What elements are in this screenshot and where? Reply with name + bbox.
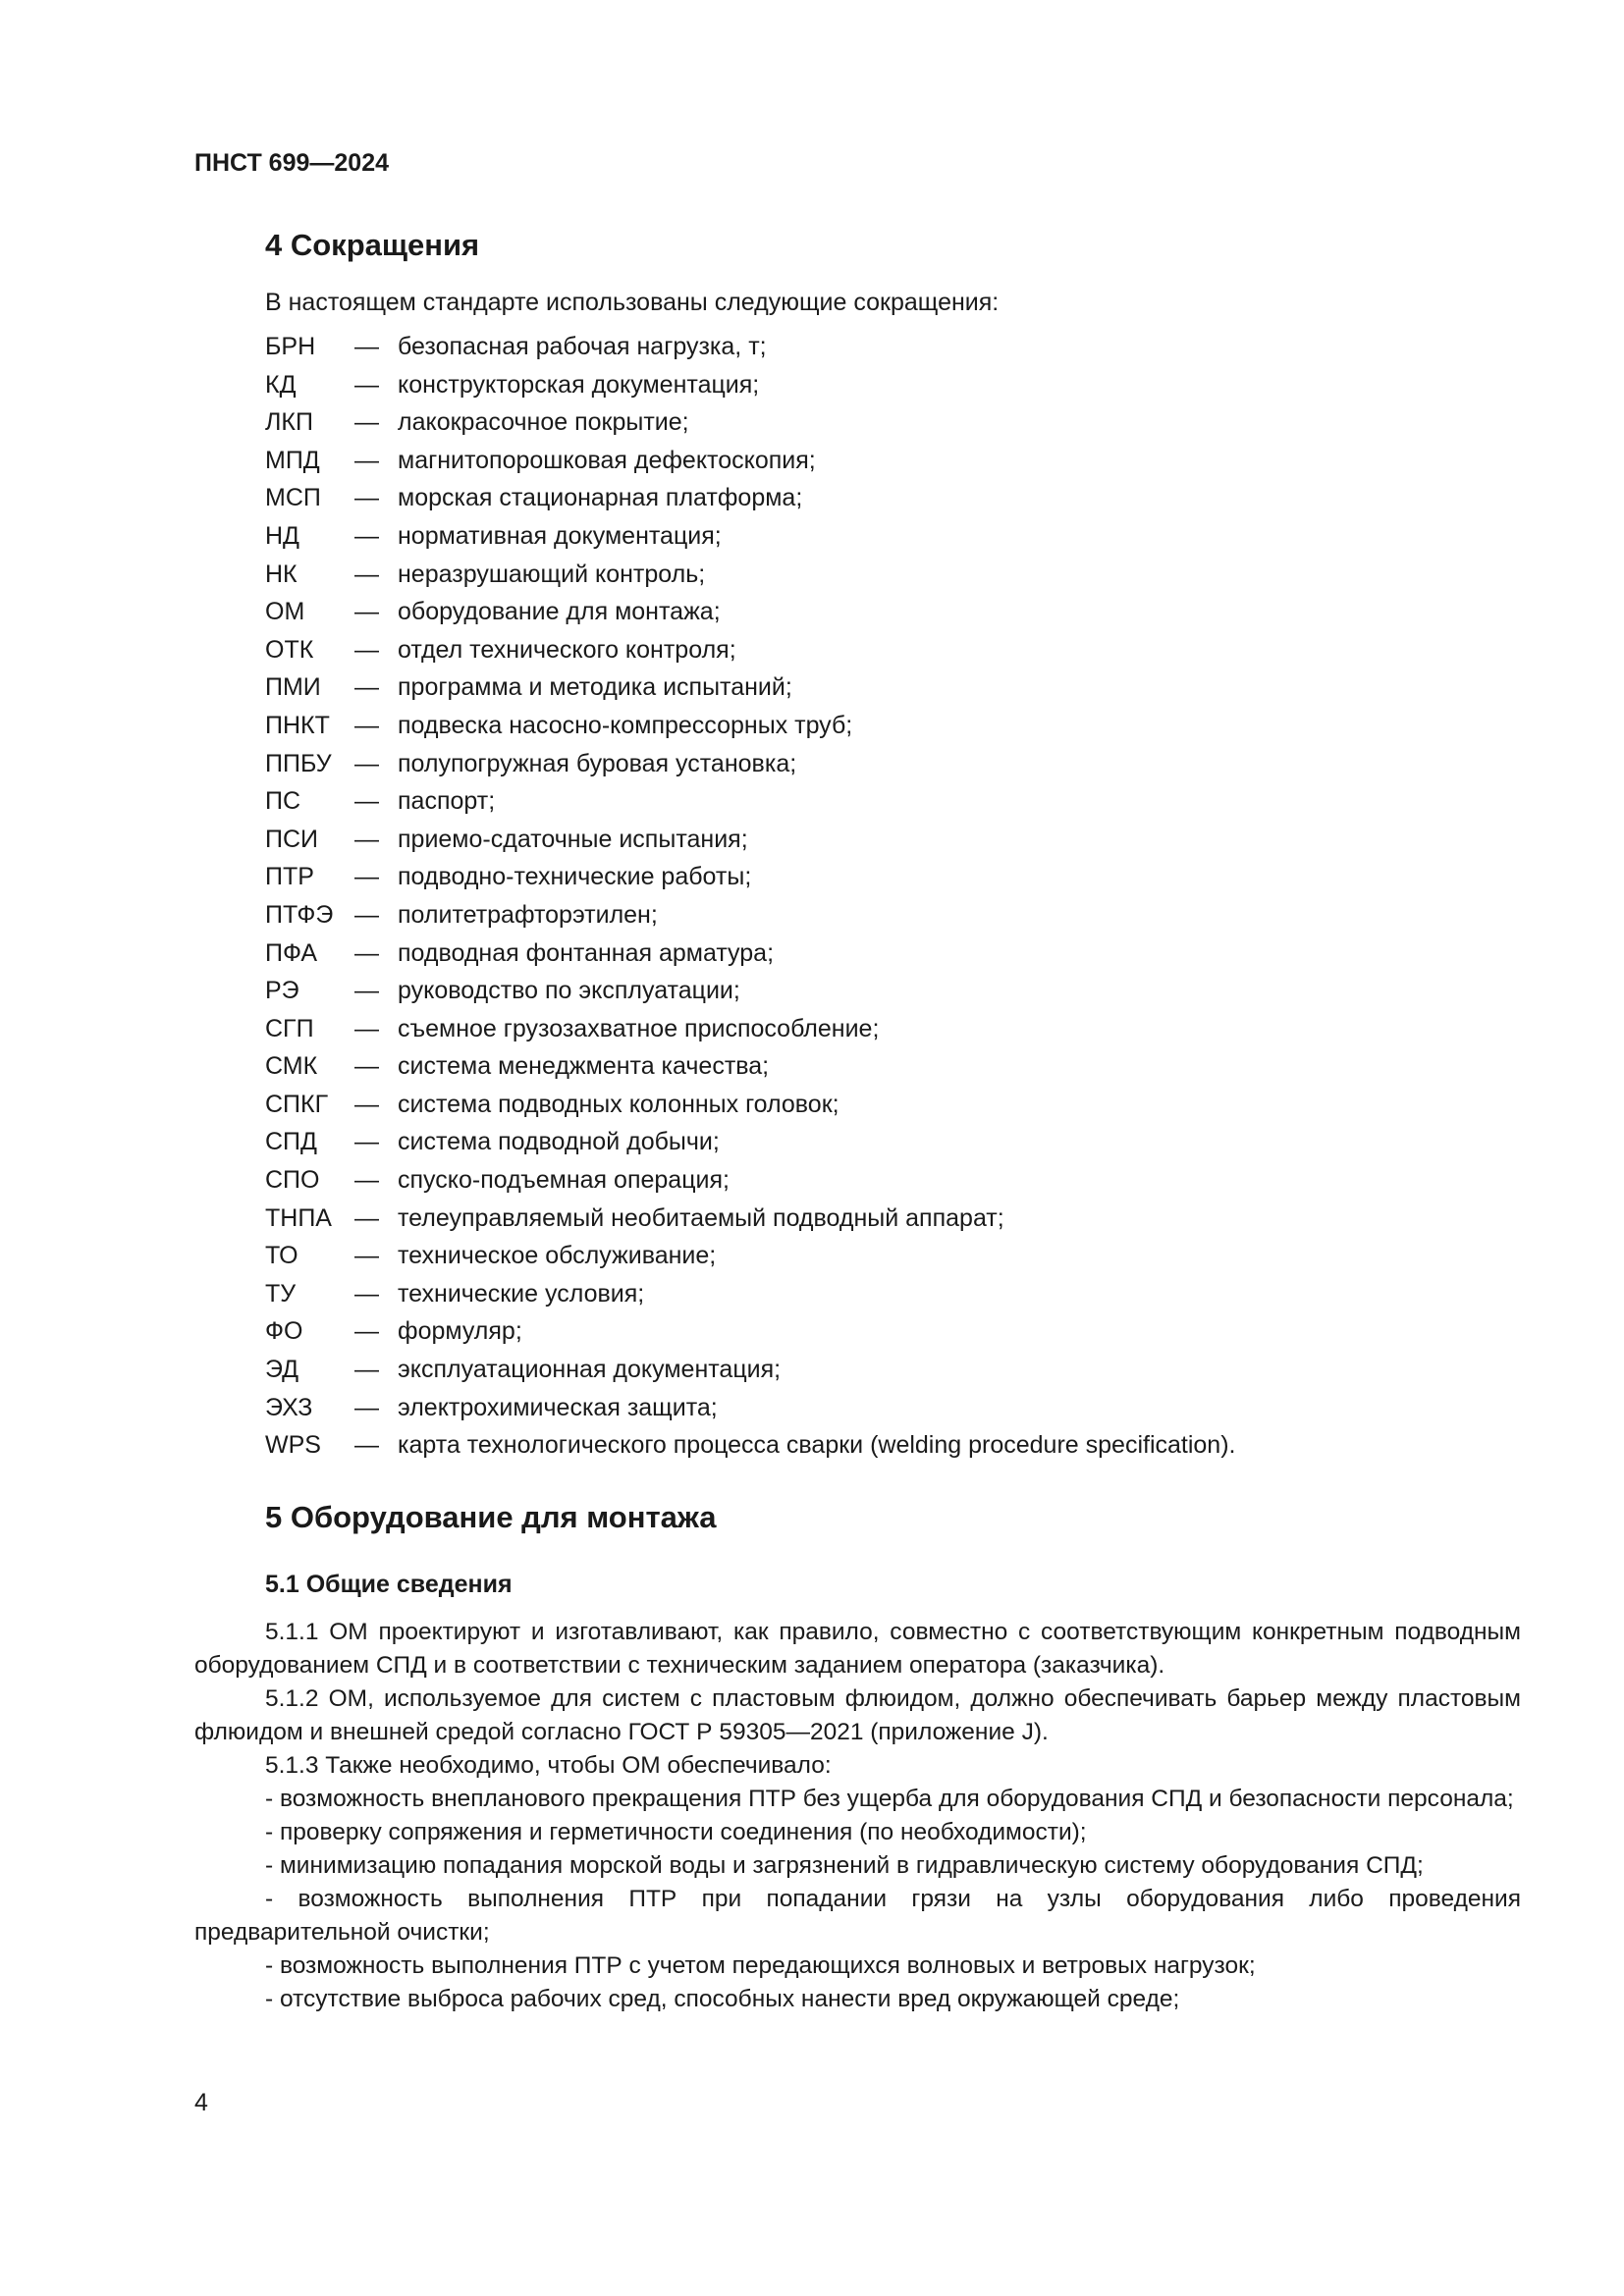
abbreviation: СМК <box>265 1052 318 1081</box>
abbreviation: ПФА <box>265 938 318 967</box>
dash: — <box>354 1052 379 1081</box>
definition: программа и методика испытаний; <box>398 673 792 702</box>
page-number: 4 <box>194 2089 208 2116</box>
abbreviation-list <box>265 328 1235 1465</box>
definition: подвеска насосно-компрессорных труб; <box>398 711 853 739</box>
dash: — <box>354 1090 379 1118</box>
abbreviation-item <box>265 782 1235 821</box>
abbreviation-item <box>265 1389 1235 1427</box>
section-5-body <box>194 1616 1521 2016</box>
definition: телеуправляемый необитаемый подводный аппарат; <box>398 1203 1004 1232</box>
definition: съемное грузозахватное приспособление; <box>398 1014 880 1042</box>
dash: — <box>354 977 379 1005</box>
dash: — <box>354 711 379 739</box>
dash: — <box>354 1279 379 1308</box>
abbreviation: ПНКТ <box>265 711 330 739</box>
abbreviation-item <box>265 821 1235 859</box>
definition: спуско-подъемная операция; <box>398 1166 730 1195</box>
dash: — <box>354 446 379 474</box>
dash: — <box>354 1242 379 1270</box>
paragraph: 5.1.1 ОМ проектируют и изготавливают, как правило, совместно с соответствующим конкретным подводным оборудованием СПД и в соответствии с техническим заданием оператора (заказчика). <box>194 1619 1521 1679</box>
abbreviation-item <box>265 972 1235 1010</box>
abbreviation-item <box>265 1161 1235 1200</box>
paragraph: - возможность выполнения ПТР с учетом передающихся волновых и ветровых нагрузок; <box>265 1952 1256 1979</box>
dash: — <box>354 1166 379 1195</box>
definition: формуляр; <box>398 1317 522 1346</box>
section-4-intro: В настоящем стандарте использованы следующие сокращения: <box>265 289 1000 316</box>
dash: — <box>354 1014 379 1042</box>
abbreviation-item <box>265 858 1235 896</box>
paragraph: - возможность внепланового прекращения ПТР без ущерба для оборудования СПД и безопасности персонала; <box>265 1786 1514 1812</box>
abbreviation-item <box>265 479 1235 517</box>
definition: техническое обслуживание; <box>398 1242 717 1270</box>
dash: — <box>354 1356 379 1384</box>
abbreviation-item <box>265 707 1235 745</box>
abbreviation: РЭ <box>265 977 299 1005</box>
abbreviation-item <box>265 1200 1235 1238</box>
paragraph: - минимизацию попадания морской воды и загрязнений в гидравлическую систему оборудования СПД; <box>265 1852 1424 1879</box>
definition: карта технологического процесса сварки (welding procedure specification). <box>398 1431 1236 1460</box>
dash: — <box>354 1128 379 1156</box>
abbreviation: WPS <box>265 1431 321 1460</box>
abbreviation: КД <box>265 370 297 399</box>
definition: конструкторская документация; <box>398 370 760 399</box>
abbreviation: ФО <box>265 1317 303 1346</box>
abbreviation: НК <box>265 560 298 588</box>
section-5-heading: 5 Оборудование для монтажа <box>265 1500 717 1534</box>
definition: система менеджмента качества; <box>398 1052 770 1081</box>
definition: безопасная рабочая нагрузка, т; <box>398 333 767 360</box>
definition: приемо-сдаточные испытания; <box>398 825 748 853</box>
abbreviation-item <box>265 1237 1235 1275</box>
definition: неразрушающий контроль; <box>398 560 706 588</box>
abbreviation-item <box>265 1351 1235 1389</box>
abbreviation: ППБУ <box>265 749 332 777</box>
definition: оборудование для монтажа; <box>398 598 721 626</box>
dash: — <box>354 635 379 664</box>
dash: — <box>354 1317 379 1346</box>
abbreviation-item <box>265 1010 1235 1048</box>
dash: — <box>354 1203 379 1232</box>
abbreviation-item <box>265 556 1235 594</box>
abbreviation: ПТР <box>265 863 314 891</box>
paragraph: 5.1.3 Также необходимо, чтобы ОМ обеспечивало: <box>265 1752 832 1779</box>
definition: подводно-технические работы; <box>398 863 752 891</box>
dash: — <box>354 333 379 360</box>
abbreviation: ПСИ <box>265 825 318 853</box>
dash: — <box>354 598 379 626</box>
document-code: ПНСТ 699—2024 <box>194 149 389 177</box>
dash: — <box>354 900 379 929</box>
abbreviation: ПМИ <box>265 673 321 702</box>
dash: — <box>354 749 379 777</box>
definition: морская стационарная платформа; <box>398 484 803 512</box>
abbreviation-item <box>265 1047 1235 1086</box>
dash: — <box>354 787 379 816</box>
abbreviation: ПТФЭ <box>265 900 334 929</box>
abbreviation-item <box>265 668 1235 707</box>
dash: — <box>354 1431 379 1460</box>
abbreviation-item <box>265 1275 1235 1313</box>
abbreviation: ПС <box>265 787 301 816</box>
abbreviation-item <box>265 1312 1235 1351</box>
abbreviation: ОТК <box>265 635 314 664</box>
dash: — <box>354 370 379 399</box>
abbreviation: МСП <box>265 484 321 512</box>
dash: — <box>354 673 379 702</box>
abbreviation-item <box>265 934 1235 973</box>
dash: — <box>354 484 379 512</box>
dash: — <box>354 521 379 550</box>
definition: система подводной добычи; <box>398 1128 720 1156</box>
dash: — <box>354 825 379 853</box>
abbreviation: СПД <box>265 1128 317 1156</box>
abbreviation-item <box>265 366 1235 404</box>
abbreviation: СПО <box>265 1166 320 1195</box>
abbreviation: СГП <box>265 1014 314 1042</box>
abbreviation: МПД <box>265 446 320 474</box>
definition: система подводных колонных головок; <box>398 1090 839 1118</box>
definition: отдел технического контроля; <box>398 635 736 664</box>
abbreviation-item <box>265 896 1235 934</box>
abbreviation: ЭД <box>265 1356 299 1384</box>
definition: нормативная документация; <box>398 521 722 550</box>
abbreviation-item <box>265 745 1235 783</box>
abbreviation: НД <box>265 521 299 550</box>
abbreviation-item <box>265 442 1235 480</box>
abbreviation-item <box>265 593 1235 631</box>
definition: полупогружная буровая установка; <box>398 749 797 777</box>
abbreviation-item <box>265 328 1235 366</box>
dash: — <box>354 1393 379 1421</box>
definition: паспорт; <box>398 787 496 816</box>
paragraph: - проверку сопряжения и герметичности соединения (по необходимости); <box>265 1819 1087 1845</box>
paragraph: - возможность выполнения ПТР при попадании грязи на узлы оборудования либо проведения предварительной очистки; <box>194 1886 1521 1946</box>
definition: политетрафторэтилен; <box>398 900 658 929</box>
abbreviation: ЛКП <box>265 408 313 437</box>
abbreviation: БРН <box>265 333 316 360</box>
section-4-heading: 4 Сокращения <box>265 228 480 262</box>
dash: — <box>354 938 379 967</box>
dash: — <box>354 408 379 437</box>
abbreviation: ЭХЗ <box>265 1393 313 1421</box>
abbreviation-item <box>265 517 1235 556</box>
paragraph: - отсутствие выброса рабочих сред, способных нанести вред окружающей среде; <box>265 1986 1180 2012</box>
abbreviation-item <box>265 631 1235 669</box>
abbreviation: ТО <box>265 1242 298 1270</box>
definition: электрохимическая защита; <box>398 1393 718 1421</box>
subsection-5-1-heading: 5.1 Общие сведения <box>265 1571 513 1598</box>
dash: — <box>354 560 379 588</box>
abbreviation: СПКГ <box>265 1090 329 1118</box>
definition: технические условия; <box>398 1279 645 1308</box>
abbreviation: ОМ <box>265 598 305 626</box>
definition: лакокрасочное покрытие; <box>398 408 689 437</box>
definition: эксплуатационная документация; <box>398 1356 782 1384</box>
abbreviation-item <box>265 403 1235 442</box>
abbreviation-item <box>265 1426 1235 1465</box>
definition: руководство по эксплуатации; <box>398 977 740 1005</box>
dash: — <box>354 863 379 891</box>
abbreviation: ТУ <box>265 1279 297 1308</box>
definition: магнитопорошковая дефектоскопия; <box>398 446 816 474</box>
abbreviation: ТНПА <box>265 1203 332 1232</box>
definition: подводная фонтанная арматура; <box>398 938 775 967</box>
abbreviation-item <box>265 1086 1235 1124</box>
abbreviation-item <box>265 1123 1235 1161</box>
paragraph: 5.1.2 ОМ, используемое для систем с пластовым флюидом, должно обеспечивать барьер между пластовым флюидом и внешней средой согласно ГОСТ Р 59305—2021 (приложение J). <box>194 1685 1521 1745</box>
